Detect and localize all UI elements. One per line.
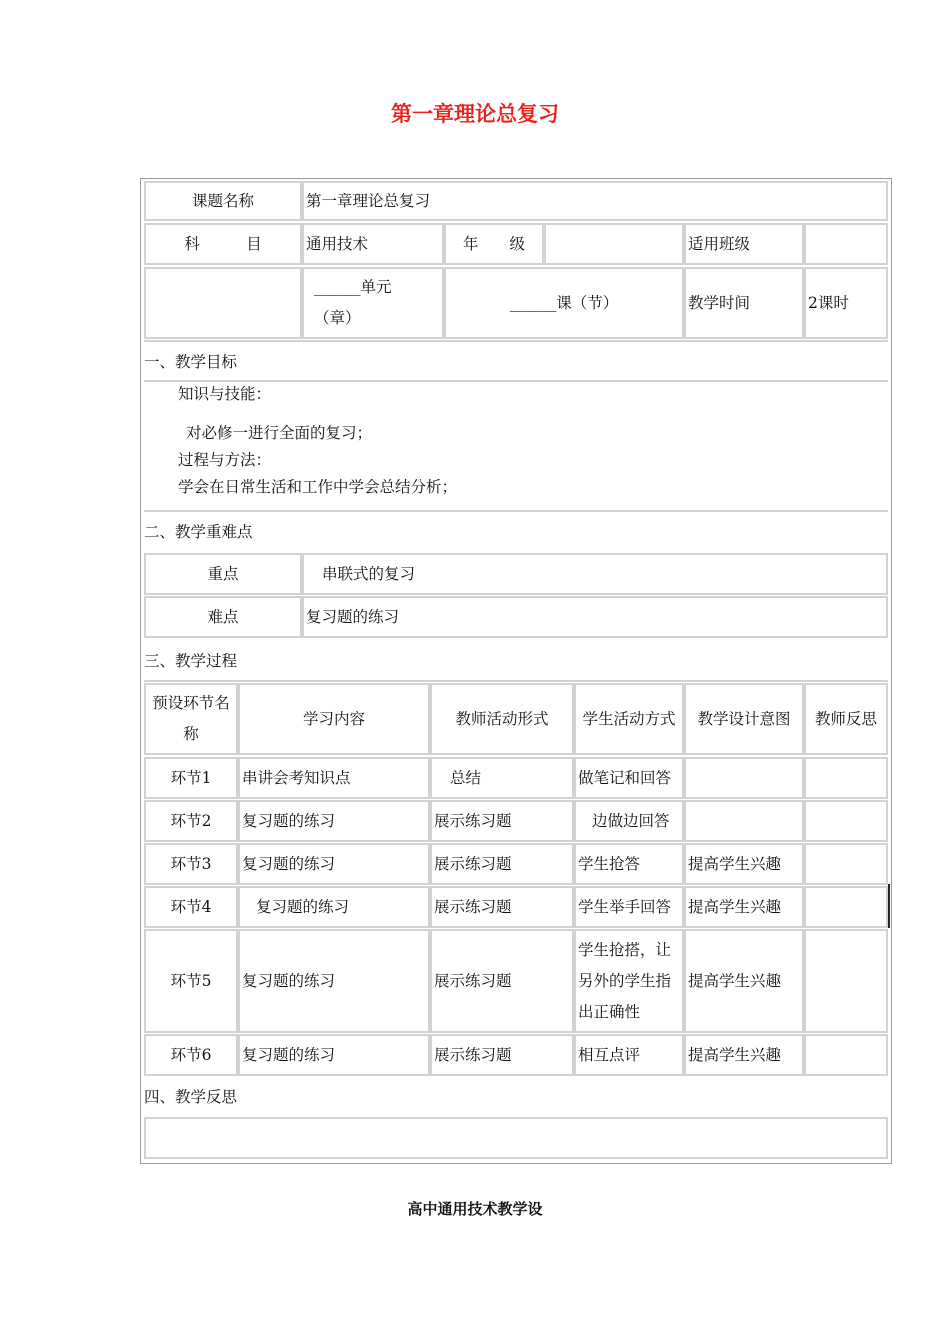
objective-line: 过程与方法： xyxy=(178,451,272,469)
lesson-cell: ______课（节） xyxy=(444,267,684,339)
table-row-stage: 环节6 xyxy=(144,1034,238,1076)
table-row-stage: 环节2 xyxy=(144,800,238,842)
table-row-stage: 环节1 xyxy=(144,757,238,799)
objectives-heading: 一、教学目标 xyxy=(144,353,238,371)
objective-line: 知识与技能： xyxy=(178,385,272,403)
objective-line: 学会在日常生活和工作中学会总结分析； xyxy=(178,478,458,496)
table-row-reflection xyxy=(804,800,888,842)
table-row-reflection xyxy=(804,886,888,928)
unit-text: ______单元 xyxy=(314,278,392,296)
process-heading: 三、教学过程 xyxy=(144,652,238,670)
difficulty-value: 复习题的练习 xyxy=(302,596,888,638)
unit-blank-cell xyxy=(144,267,302,339)
table-edge-mark xyxy=(888,884,890,928)
table-row-teacher: 展示练习题 xyxy=(430,843,574,885)
process-header-stage: 预设环节名称 xyxy=(144,683,238,755)
focus-value: 串联式的复习 xyxy=(302,553,888,595)
process-header-content: 学习内容 xyxy=(238,683,430,755)
process-header-intent: 教学设计意图 xyxy=(684,683,804,755)
subject-label: 科 目 xyxy=(144,223,302,265)
table-row-intent: 提高学生兴趣 xyxy=(684,886,804,928)
grade-label: 年 级 xyxy=(444,223,544,265)
table-row-stage: 环节4 xyxy=(144,886,238,928)
table-row-student: 做笔记和回答 xyxy=(574,757,684,799)
table-row-student: 边做边回答 xyxy=(574,800,684,842)
table-row-intent: 提高学生兴趣 xyxy=(684,1034,804,1076)
table-row-content: 复习题的练习 xyxy=(238,843,430,885)
time-label: 教学时间 xyxy=(684,267,804,339)
table-row-intent xyxy=(684,800,804,842)
table-row-reflection xyxy=(804,1034,888,1076)
page-title: 第一章理论总复习 xyxy=(391,102,559,126)
reflection-heading: 四、教学反思 xyxy=(144,1088,238,1106)
unit-cell xyxy=(302,267,444,339)
table-row-content: 复习题的练习 xyxy=(238,1034,430,1076)
divider xyxy=(144,380,888,382)
table-row-teacher: 展示练习题 xyxy=(430,1034,574,1076)
grade-value xyxy=(544,223,684,265)
table-row-content: 复习题的练习 xyxy=(238,929,430,1033)
table-row-student: 学生抢答 xyxy=(574,843,684,885)
table-row-reflection xyxy=(804,843,888,885)
table-row-student: 学生举手回答 xyxy=(574,886,684,928)
topic-value: 第一章理论总复习 xyxy=(302,181,888,221)
table-row-intent: 提高学生兴趣 xyxy=(684,929,804,1033)
process-header-reflection: 教师反思 xyxy=(804,683,888,755)
objective-line: 对必修一进行全面的复习； xyxy=(186,424,373,442)
time-value: 2课时 xyxy=(804,267,888,339)
table-row-intent: 提高学生兴趣 xyxy=(684,843,804,885)
table-row-teacher: 展示练习题 xyxy=(430,800,574,842)
table-row-content: 复习题的练习 xyxy=(238,800,430,842)
table-row-student: 相互点评 xyxy=(574,1034,684,1076)
table-row-stage: 环节5 xyxy=(144,929,238,1033)
process-header-teacher: 教师活动形式 xyxy=(430,683,574,755)
topic-label: 课题名称 xyxy=(144,181,302,221)
table-row-stage: 环节3 xyxy=(144,843,238,885)
table-row-content: 复习题的练习 xyxy=(238,886,430,928)
process-header-student: 学生活动方式 xyxy=(574,683,684,755)
keypoints-heading: 二、教学重难点 xyxy=(144,523,253,541)
table-row-reflection xyxy=(804,929,888,1033)
difficulty-label: 难点 xyxy=(144,596,302,638)
class-value xyxy=(804,223,888,265)
table-row-teacher: 总结 xyxy=(430,757,574,799)
divider xyxy=(144,340,888,342)
table-row-student: 学生抢搭，让另外的学生指出正确性 xyxy=(574,929,684,1033)
unit-text-chapter: （章） xyxy=(314,309,361,327)
table-row-content: 串讲会考知识点 xyxy=(238,757,430,799)
class-label: 适用班级 xyxy=(684,223,804,265)
table-row-teacher: 展示练习题 xyxy=(430,929,574,1033)
reflection-cell xyxy=(144,1117,888,1159)
table-row-teacher: 展示练习题 xyxy=(430,886,574,928)
table-row-intent xyxy=(684,757,804,799)
divider xyxy=(144,680,888,682)
subject-value: 通用技术 xyxy=(302,223,444,265)
focus-label: 重点 xyxy=(144,553,302,595)
page-footer: 高中通用技术教学设 xyxy=(407,1200,543,1218)
divider xyxy=(144,510,888,512)
table-row-reflection xyxy=(804,757,888,799)
